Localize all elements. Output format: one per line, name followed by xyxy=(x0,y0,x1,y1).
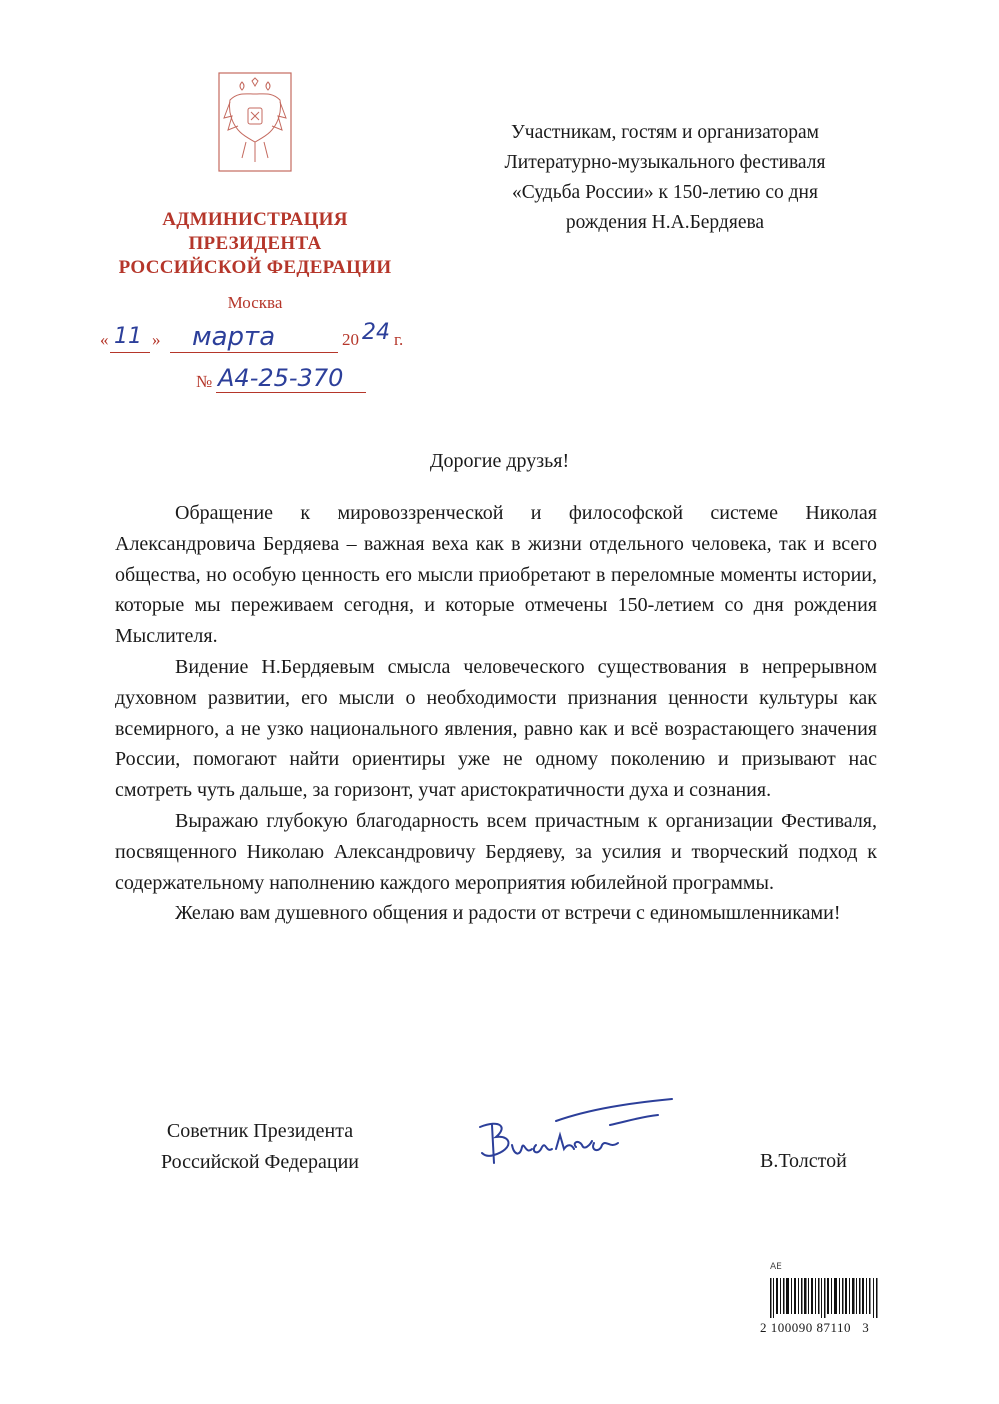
addressee-block xyxy=(440,118,890,238)
paragraph: Выражаю глубокую благодарность всем причастным к организации Фестиваля, посвященного Николаю Александровичу Бердяеву, за усилия и творческий подход к содержательному наполнению каждого мероприятия юбилейной программы. xyxy=(115,809,877,894)
date-day: 11 xyxy=(114,324,142,349)
date-field xyxy=(100,320,420,356)
coat-of-arms-emblem xyxy=(218,72,292,172)
paragraph: Обращение к мировоззренческой и философской системе Николая Александровича Бердяева – важная веха как в жизни отдельного человека, так и всего общества, но особую ценность его мысли приобретают в переломные моменты истории, которые мы переживаем сегодня, и которые отмечены 150-летием со дня рождения Мыслителя. xyxy=(115,502,877,648)
date-year-prefix: 20 xyxy=(342,330,359,349)
signer-title-line-1: Советник Президента xyxy=(166,1120,354,1142)
number-mark: № xyxy=(196,372,213,391)
barcode-number: 2 100090 87110 3 xyxy=(760,1320,870,1335)
org-line-2: ПРЕЗИДЕНТА xyxy=(188,233,322,254)
paragraph: Желаю вам душевного общения и радости от встречи с единомышленниками! xyxy=(175,902,841,925)
city-label: Москва xyxy=(227,293,283,312)
paragraph: Видение Н.Бердяевым смысла человеческого существования в непрерывном духовном развитии, его мысли о необходимости признания ценности культуры как всемирного, а не узко национального явления, равно как и всё возрастающего значения России, помогают найти ориентиры уже не одному поколению и призывают нас смотреть чуть дальше, за горизонт, учат аристократичности духа и сознания. xyxy=(115,655,877,802)
letter-body xyxy=(115,498,877,929)
barcode-bars xyxy=(770,1278,880,1318)
barcode xyxy=(760,1262,885,1352)
date-year-mark: г. xyxy=(394,330,404,349)
addressee-line-3: «Судьба России» к 150-летию со дня xyxy=(512,182,818,203)
addressee-line-4: рождения Н.А.Бердяева xyxy=(565,212,765,233)
date-month: марта xyxy=(192,322,276,352)
handwritten-signature xyxy=(460,1085,680,1175)
date-year-suffix: 24 xyxy=(362,320,390,345)
signer-title xyxy=(120,1116,400,1178)
addressee-line-2: Литературно-музыкального фестиваля xyxy=(504,152,826,173)
addressee-line-1: Участникам, гостям и организаторам xyxy=(510,122,820,143)
date-open-quote: « xyxy=(100,330,109,349)
barcode-top-mark: АЕ xyxy=(770,1262,782,1272)
signer-title-line-2: Российской Федерации xyxy=(160,1151,360,1173)
signer-name: В.Толстой xyxy=(760,1150,847,1172)
org-line-1: АДМИНИСТРАЦИЯ xyxy=(162,209,348,230)
org-line-3: РОССИЙСКОЙ ФЕДЕРАЦИИ xyxy=(118,257,392,278)
date-close-quote: » xyxy=(152,330,161,349)
document-number xyxy=(190,366,410,394)
organization-name xyxy=(110,208,400,280)
number-value: А4-25-370 xyxy=(218,364,344,392)
greeting: Дорогие друзья! xyxy=(429,450,570,472)
